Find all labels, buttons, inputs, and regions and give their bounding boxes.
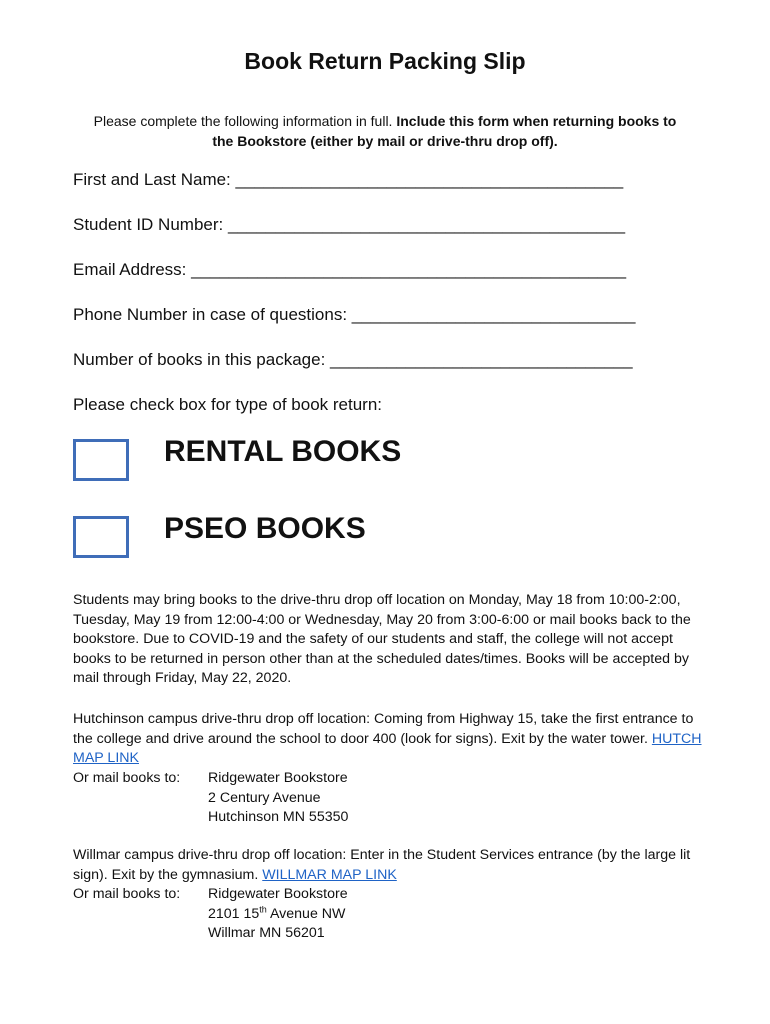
rental-books-option[interactable] xyxy=(73,435,673,485)
intro-plain: Please complete the following information in full. xyxy=(93,113,397,129)
hutch-address-line: 2 Century Avenue xyxy=(208,789,321,806)
name-field[interactable] xyxy=(73,170,623,190)
willmar-map-link[interactable]: WILLMAR MAP LINK xyxy=(262,866,397,883)
page-title: Book Return Packing Slip xyxy=(244,48,526,74)
check-prompt: Please check box for type of book return: xyxy=(73,395,383,414)
rental-books-label: RENTAL BOOKS xyxy=(164,435,402,468)
hutch-mail-label: Or mail books to: xyxy=(73,770,181,786)
intro-bold: Include this form when returning books to the Bookstore (either by mail or drive-thru drop off). xyxy=(212,113,677,149)
book-count-label: Number of books in this package: xyxy=(73,350,331,369)
willmar-text: Willmar campus drive-thru drop off location: Enter in the Student Services entrance (by the large lit sign). Exit by the gymnasium. xyxy=(73,847,691,883)
willmar-mail-label: Or mail books to: xyxy=(73,886,181,902)
hutch-address-line: Ridgewater Bookstore xyxy=(208,770,348,786)
book-count-blank[interactable]: ________________________________ xyxy=(330,350,633,369)
email-label: Email Address: xyxy=(73,260,192,279)
pseo-books-option[interactable] xyxy=(73,512,673,562)
hutch-text: Hutchinson campus drive-thru drop off location: Coming from Highway 15, take the first entrance to the college and drive around the school to door 400 (look for signs). Exit by the water tower. xyxy=(73,711,694,747)
phone-field[interactable] xyxy=(73,305,635,325)
hutch-address-line: Hutchinson MN 55350 xyxy=(208,809,349,826)
willmar-ordinal-suffix: th xyxy=(259,903,267,914)
email-field[interactable] xyxy=(73,260,626,280)
name-blank[interactable]: _________________________________________ xyxy=(235,170,624,189)
book-count-field[interactable] xyxy=(73,350,633,370)
hutch-map-link[interactable]: HUTCH MAP LINK xyxy=(73,730,702,767)
rental-books-checkbox[interactable] xyxy=(73,439,129,481)
student-id-field[interactable] xyxy=(73,215,625,235)
phone-blank[interactable]: ______________________________ xyxy=(351,305,636,324)
email-blank[interactable]: ______________________________________________ xyxy=(191,260,627,279)
student-id-blank[interactable]: __________________________________________ xyxy=(227,215,626,234)
dropoff-paragraph: Students may bring books to the drive-thru drop off location on Monday, May 18 from 10:00-2:00, Tuesday, May 19 from 12:00-4:00 or Wednesday, May 20 from 3:00-6:00 or mail books back to the bookstore. Due to COVID-19 and the safety of our students and staff, the college will not accept books to be returned in person other than at the scheduled dates/times. Books will be accepted by mail through Friday, May 22, 2020. xyxy=(73,592,691,687)
pseo-books-label: PSEO BOOKS xyxy=(164,512,366,545)
willmar-paragraph xyxy=(73,846,703,885)
willmar-street-number: 2101 15 xyxy=(208,905,260,922)
phone-label: Phone Number in case of questions: xyxy=(73,305,352,324)
willmar-address-line xyxy=(208,905,348,925)
hutch-address-lines xyxy=(208,769,348,828)
willmar-address-lines xyxy=(208,885,348,944)
willmar-street-name: Avenue NW xyxy=(266,905,346,922)
pseo-books-checkbox[interactable] xyxy=(73,516,129,558)
intro-text xyxy=(90,111,680,151)
name-label: First and Last Name: xyxy=(73,170,236,189)
hutch-paragraph xyxy=(73,710,703,769)
willmar-address-line: Ridgewater Bookstore xyxy=(208,886,348,902)
willmar-address-line: Willmar MN 56201 xyxy=(208,925,325,942)
student-id-label: Student ID Number: xyxy=(73,215,228,234)
